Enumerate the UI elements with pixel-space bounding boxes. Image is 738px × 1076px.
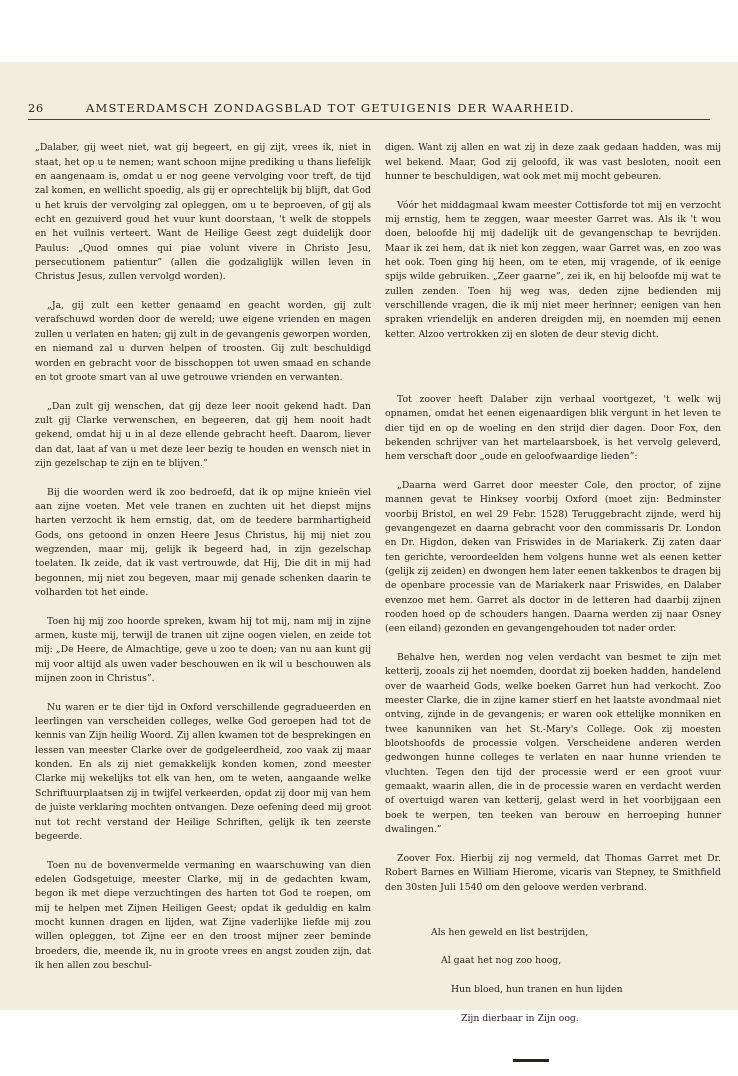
paragraph: Toen nu de bovenvermelde vermaning en waarschuwing van dien edelen Godsgetuige, meester Clarke, mij in de gedachten kwam, begon ik met diepe verzuchtingen des harten tot God te roepen, om mij te helpen met Zijnen Heiligen Geest; opdat ik geduldig en kalm mocht kunnen dragen en lijden, wat Zijne vaderlijke liefde mij zou willen opleggen, tot Zijne eer en den troost mijner zeer beminde broeders, die, meende ik, nu in groote vrees en angst zouden zijn, dat ik hen allen zou beschul- [35, 859, 371, 971]
paragraph: Behalve hen, werden nog velen verdacht van besmet te zijn met ketterij, zooals zij het noemden, doordat zij boeken hadden, handelend over de waarheid Gods, welke boeken Garret hun had verkocht. Zoo meester Clarke, die in zijne kamer stierf en het laatste avondmaal niet ontving, zijnde in de gevangenis; er waren ook ettelijke monniken en twee kanunniken van het St.-Mary's College. Ook zij moesten blootshoofds de processie volgen. Verscheidene anderen werden gedwongen hunne colleges te verlaten en naar hunne vrienden te vluchten. Tegen den tijd der processie werd er een groot vuur gemaakt, waarin allen, die in de processie waren en verdacht werden of overtuigd waren van ketterij, gelast werd in het voorbijgaan een boek te werpen, ten teeken van berouw en herroeping hunner dwalingen.” [385, 652, 721, 836]
paragraph: Zoover Fox. Hierbij zij nog vermeld, dat Thomas Garret met Dr. Robert Barnes en William Hierome, vicaris van Stepney, te Smithfield den 30sten Juli 1540 om den geloove werden verbrand. [385, 852, 721, 893]
closing-poem [385, 911, 721, 1040]
paragraph: digen. Want zij allen en wat zij in deze zaak gedaan hadden, was mij wel bekend. Maar, God zij geloofd, ik was vast besloten, nooit een hunner te beschuldigen, wat ook met mij mocht gebeuren. [385, 142, 721, 183]
newspaper-page [0, 62, 738, 1024]
paragraph: Vóór het middagmaal kwam meester Cottisforde tot mij en verzocht mij ernstig, hem te zeggen, waar meester Garret was. Als ik 't wou doen, beloofde hij mij dadelijk uit de gevangenschap te bevrijden. Maar ik zei hem, dat ik niet kon zeggen, waar Garret was, en zoo was het ook. Toen ging hij heen, om te eten, mij vragende, of ik eenige spijs wilde gebruiken. „Zeer gaarne”, zei ik, en hij beloofde mij wat te zullen zenden. Toen hij weg was, deden zijne bedienden mij verschillende vragen, die ik mij niet meer herinner; eenigen van hen spraken vriendelijk en anderen dreigden mij, en noemden mij eenen ketter. Alzoo vertrokken zij en sloten de deur stevig dicht. [385, 199, 721, 340]
paragraph: „Daarna werd Garret door meester Cole, den proctor, of zijne mannen gevat te Hinksey voorbij Oxford (moet zijn: Bedminster voorbij Bristol, en wel 29 Febr. 1528) Teruggebracht zijnde, werd hij gevangengezet en daarna gebracht voor den commissaris Dr. London en Dr. Higdon, deken van Friswides in de Mariakerk. Zij zaten daar ten gerichte, veroordeelden hem volgens hunne wet als eenen ketter (gelijk zij zeiden) en dwongen hem later eenen takkenbos te dragen bij de openbare processie van de Mariakerk naar Friswides, en Dalaber evenzoo met hem. Garret als doctor in de letteren had daarbij zijnen rooden hoed op de schouders hangen. Daarna werden zij naar Osney (een eiland) gezonden en gevangengehouden tot nader order. [385, 479, 721, 635]
paragraph: Toen hij mij zoo hoorde spreken, kwam hij tot mij, nam mij in zijne armen, kuste mij, terwijl de tranen uit zijne oogen vielen, en zeide tot mij: „De Heere, de Almachtige, geve u zoo te doen; van nu aan kunt gij mij voor altijd als uwen vader beschouwen en ik wil u beschouwen als mijnen zoon in Christus”. [35, 615, 371, 685]
paragraph: Bij die woorden werd ik zoo bedroefd, dat ik op mijne knieën viel aan zijne voeten. Met vele tranen en zuchten uit het diepst mijns harten verzocht ik hem ernstig, dat, om de teedere barmhartigheid Gods, ons getoond in onzen Heere Jesus Christus, hij mij niet zou wegzenden, maar mij, gelijk ik begeerd had, in zijn gezelschap toelaten. Ik zeide, dat ik vast vertrouwde, dat Hij, Die dit in mij had begonnen, mij niet zou begeven, maar mij genade schenken daarin te volharden tot het einde. [35, 486, 371, 598]
left-column [35, 127, 371, 1007]
poem-line: Zijn dierbaar in Zijn oog. [461, 1012, 579, 1024]
poem-line: Hun bloed, hun tranen en hun lijden [451, 983, 623, 995]
paragraph: „Dalaber, gij weet niet, wat gij begeert, en gij zijt, vrees ik, niet in staat, het op u te nemen; want schoon mijne prediking u thans liefelijk en aangenaam is, omdat u er nog geene vervolging voor treft, de tijd zal komen, en wellicht spoedig, als gij er oprechtelijk bij blijft, dat God u het kruis der vervolging zal opleggen, om u te beproeven, of gij als echt en gezuiverd goud het vuur kunt doorstaan, 't welk de stoppels en het vuilnis verteert. Want de Heilige Geest zegt duidelijk door Paulus: „Quod omnes qui piae volunt vivere in Christo Jesu, persecutionem patientur” (allen die godzaliglijk willen leven in Christus Jesus, zullen vervolgd worden). [35, 142, 371, 283]
paragraph: Tot zoover heeft Dalaber zijn verhaal voortgezet, 't welk wij opnamen, omdat het eenen eigenaardigen blik vergunt in het leven te dier tijd en op de woeling en den strijd dier dagen. Door Fox, den bekenden schrijver van het martelaarsboek, is het vervolg geleverd, hem verschaft door „oude en geloofwaardige lieden”: [385, 393, 721, 463]
section-gap [385, 357, 721, 379]
end-ornament [513, 1059, 549, 1062]
poem-line: Al gaat het nog zoo hoog, [441, 955, 562, 967]
page-header [28, 101, 710, 117]
masthead-title: AMSTERDAMSCH ZONDAGSBLAD TOT GETUIGENIS DER WAARHEID. [86, 101, 575, 115]
page-number: 26 [28, 101, 44, 115]
header-rule [28, 119, 710, 120]
paragraph: „Ja, gij zult een ketter genaamd en geacht worden, gij zult verafschuwd worden door de wereld; uwe eigene vrienden en magen zullen u verlaten en haten; gij zult in de gevangenis geworpen worden, en niemand zal u durven helpen of troosten. Gij zult beschuldigd worden en gebracht voor de bisschoppen tot uwen smaad en schande en tot groote smart van al uwe getrouwe vrienden en verwanten. [35, 300, 371, 383]
paragraph: Nu waren er te dier tijd in Oxford verschillende gegradueerden en leerlingen van verscheiden colleges, welke God geroepen had tot de kennis van Zijn heilig Woord. Zij allen kwamen tot de besprekingen en lessen van meester Clarke over de godgeleerdheid, zoo vaak zij maar konden. En als zij niet gemakkelijk konden komen, zond meester Clarke mij wekelijks tot elk van hen, om te weten, aangaande welke Schriftuurplaatsen zij in twijfel verkeerden, opdat zij door mij van hem de juiste verklaring mochten ontvangen. Deze oefening deed mij groot nut tot recht verstand der Heilige Schriften, gelijk ik ten zeerste begeerde. [35, 701, 371, 842]
poem-line: Als hen geweld en list bestrijden, [431, 926, 589, 938]
right-column [385, 127, 721, 1024]
paragraph: „Dan zult gij wenschen, dat gij deze leer nooit gekend hadt. Dan zult gij Clarke verwenschen, en begeeren, dat gij hem nooit hadt gekend, omdat hij u in al deze ellende gebracht heeft. Daarom, liever dan dat, laat af van u met deze leer bezig te houden en wensch niet in zijn gezelschap te zijn en te blijven.” [35, 400, 371, 469]
